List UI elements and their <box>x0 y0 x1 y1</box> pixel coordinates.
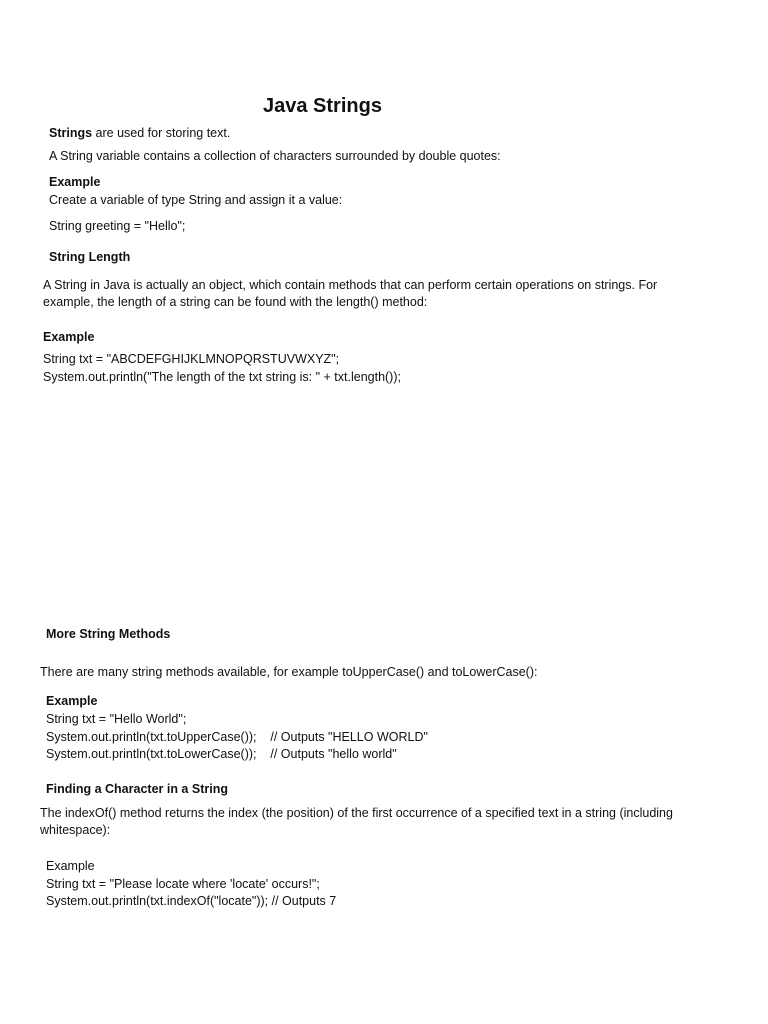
code-line: System.out.println(txt.toUpperCase()); // Outputs "HELLO WORLD" <box>46 730 428 744</box>
paragraph-line: example, the length of a string can be found with the length() method: <box>43 295 428 309</box>
code-line: System.out.println("The length of the txt string is: " + txt.length()); <box>43 370 401 384</box>
intro-line <box>49 125 230 142</box>
paragraph-line: The indexOf() method returns the index (the position) of the first occurrence of a specified text in a string (including <box>40 806 673 820</box>
section-heading-string-length: String Length <box>49 250 131 264</box>
code-line: String txt = "ABCDEFGHIJKLMNOPQRSTUVWXYZ"; <box>43 352 340 366</box>
section-heading-more-methods: More String Methods <box>46 627 171 641</box>
code-line: String txt = "Hello World"; <box>46 712 187 726</box>
example-description: Create a variable of type String and assign it a value: <box>49 193 343 207</box>
example-heading: Example <box>49 175 101 189</box>
page-title: Java Strings <box>263 95 382 117</box>
intro-text: are used for storing text. <box>92 126 231 140</box>
example-heading: Example <box>46 694 98 708</box>
paragraph-line: whitespace): <box>40 823 111 837</box>
code-line: System.out.println(txt.indexOf("locate")); // Outputs 7 <box>46 894 337 908</box>
intro-description: A String variable contains a collection of characters surrounded by double quotes: <box>49 149 501 163</box>
code-line: String txt = "Please locate where 'locate' occurs!"; <box>46 877 320 891</box>
intro-bold-word: Strings <box>49 126 93 140</box>
example-heading: Example <box>43 330 95 344</box>
paragraph-line: A String in Java is actually an object, which contain methods that can perform certain operations on strings. For <box>43 278 658 292</box>
example-heading: Example <box>46 859 95 873</box>
paragraph-line: There are many string methods available, for example toUpperCase() and toLowerCase(): <box>40 665 538 679</box>
code-line: String greeting = "Hello"; <box>49 219 186 233</box>
code-line: System.out.println(txt.toLowerCase()); // Outputs "hello world" <box>46 747 397 761</box>
section-heading-finding-character: Finding a Character in a String <box>46 782 228 796</box>
